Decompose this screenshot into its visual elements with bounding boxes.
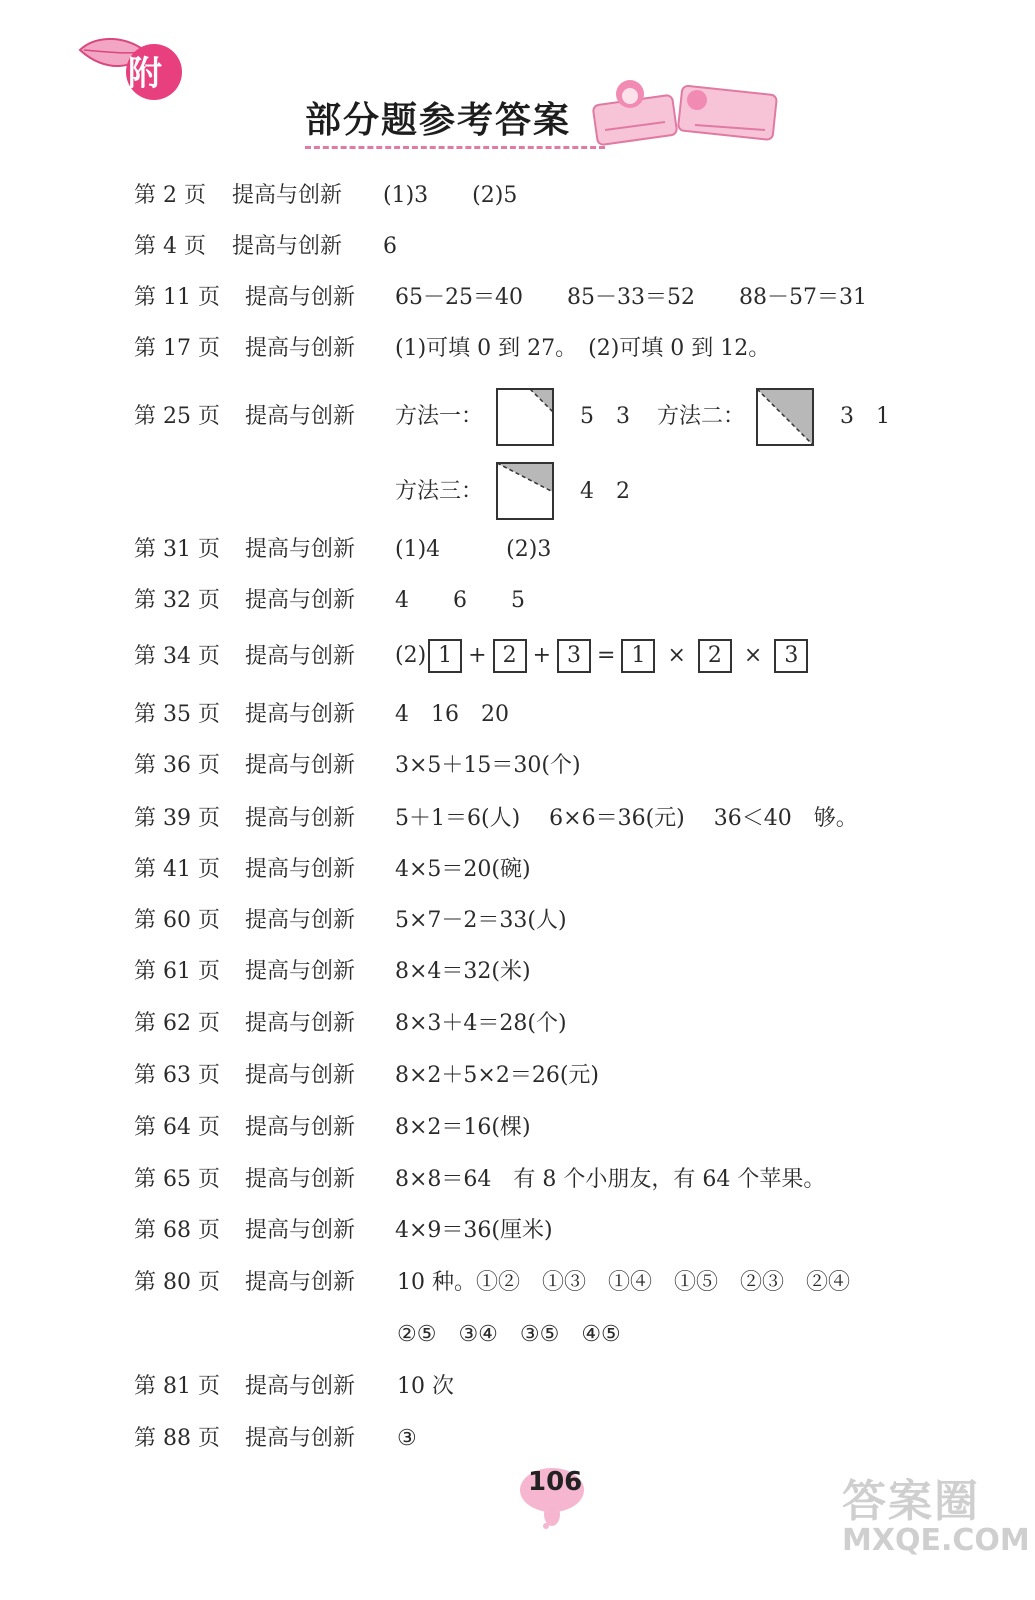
method1-square-diagram	[496, 388, 554, 446]
method3-values: 4 2	[580, 479, 630, 504]
books-girl-illustration	[585, 70, 785, 155]
answer-text: 65－25＝40 85－33＝52 88－57＝31	[395, 285, 867, 310]
answer-text: 4 6 5	[395, 588, 525, 613]
section-label: 提高与创新	[245, 1270, 356, 1295]
section-label: 提高与创新	[245, 806, 356, 831]
answer-text: 4×5＝20(碗)	[395, 857, 531, 882]
answer-text: 5＋1＝6(人) 6×6＝36(元) 36＜40 够。	[395, 806, 858, 831]
section-label: 提高与创新	[245, 285, 356, 310]
operator: =	[597, 643, 616, 668]
section-label: 提高与创新	[245, 908, 356, 933]
watermark	[842, 1476, 1030, 1558]
page-title: 部分题参考答案	[305, 100, 572, 141]
page-ref: 第 61 页	[134, 959, 220, 984]
appendix-tag-char: 附	[128, 54, 162, 94]
section-label: 提高与创新	[245, 644, 356, 669]
section-label: 提高与创新	[245, 1426, 356, 1451]
section-label: 提高与创新	[232, 234, 343, 259]
answer-text: 3×5＋15＝30(个)	[395, 753, 581, 778]
boxed-equation	[395, 639, 810, 673]
section-label: 提高与创新	[245, 1115, 356, 1140]
section-label: 提高与创新	[245, 588, 356, 613]
watermark-url: MXQE.COM	[842, 1523, 1030, 1558]
answer-box: 2	[698, 639, 732, 673]
answer-box: 2	[493, 639, 527, 673]
page-ref: 第 80 页	[134, 1270, 220, 1295]
page-ref: 第 64 页	[134, 1115, 220, 1140]
page-ref: 第 2 页	[134, 183, 206, 208]
page-ref: 第 11 页	[134, 285, 220, 310]
section-label: 提高与创新	[245, 1167, 356, 1192]
page-ref: 第 31 页	[134, 537, 220, 562]
section-label: 提高与创新	[245, 537, 356, 562]
page-ref: 第 36 页	[134, 753, 220, 778]
answer-text: 8×8＝64 有 8 个小朋友，有 64 个苹果。	[395, 1167, 826, 1192]
answer-text: 5×7－2＝33(人)	[395, 908, 567, 933]
answer-text: 6	[383, 234, 397, 259]
method2-label: 方法二：	[657, 404, 746, 429]
section-label: 提高与创新	[245, 1011, 356, 1036]
page-ref: 第 35 页	[134, 702, 220, 727]
page-ref: 第 65 页	[134, 1167, 220, 1192]
answer-text: (1)4 (2)3	[395, 537, 552, 562]
section-label: 提高与创新	[245, 336, 356, 361]
section-label: 提高与创新	[245, 1063, 356, 1088]
answer-text: (1)3 (2)5	[383, 183, 518, 208]
page-number: 106	[528, 1467, 583, 1497]
title-underline	[305, 146, 605, 149]
page-ref: 第 17 页	[134, 336, 220, 361]
section-label: 提高与创新	[245, 702, 356, 727]
answer-text: 8×4＝32(米)	[395, 959, 531, 984]
section-label: 提高与创新	[245, 753, 356, 778]
answer-text: 10 种。①② ①③ ①④ ①⑤ ②③ ②④	[397, 1270, 850, 1295]
page-ref: 第 34 页	[134, 644, 220, 669]
answer-text: 4×9＝36(厘米)	[395, 1218, 553, 1243]
operator: +	[532, 643, 552, 668]
operator: ×	[743, 643, 763, 668]
method1-label: 方法一：	[395, 404, 484, 429]
answer-box: 3	[557, 639, 591, 673]
method3-square-diagram	[496, 462, 554, 520]
page-ref: 第 39 页	[134, 806, 220, 831]
section-label: 提高与创新	[245, 1218, 356, 1243]
operator: +	[468, 643, 487, 668]
answer-text: ③	[397, 1426, 417, 1451]
watermark-cn: 答案圈	[842, 1476, 980, 1527]
section-label: 提高与创新	[245, 404, 356, 429]
page-ref: 第 63 页	[134, 1063, 220, 1088]
page-ref: 第 68 页	[134, 1218, 220, 1243]
answer-text: 8×2＝16(棵)	[395, 1115, 531, 1140]
section-label: 提高与创新	[232, 183, 343, 208]
method2-values: 3 1	[840, 404, 890, 429]
section-label: 提高与创新	[245, 857, 356, 882]
page-ref: 第 32 页	[134, 588, 220, 613]
answer-text: ②⑤ ③④ ③⑤ ④⑤	[397, 1322, 621, 1347]
page-ref: 第 60 页	[134, 908, 220, 933]
answer-text: 8×2＋5×2＝26(元)	[395, 1063, 600, 1088]
section-label: 提高与创新	[245, 959, 356, 984]
page-ref: 第 62 页	[134, 1011, 220, 1036]
page-ref: 第 25 页	[134, 404, 220, 429]
answer-text: (1)可填 0 到 27。 (2)可填 0 到 12。	[395, 336, 771, 361]
answer-box: 3	[774, 639, 808, 673]
page-ref: 第 4 页	[134, 234, 206, 259]
method2-square-diagram	[756, 388, 814, 446]
method3-label: 方法三：	[395, 479, 484, 504]
answer-box: 1	[621, 639, 655, 673]
section-label: 提高与创新	[245, 1374, 356, 1399]
page-ref: 第 41 页	[134, 857, 220, 882]
equation-prefix: (2)	[395, 643, 427, 668]
operator: ×	[667, 643, 686, 668]
answer-text: 10 次	[397, 1374, 454, 1399]
page-ref: 第 81 页	[134, 1374, 220, 1399]
method1-values: 5 3	[580, 404, 630, 429]
page-ref: 第 88 页	[134, 1426, 220, 1451]
answer-text: 4 16 20	[395, 702, 509, 727]
answer-text: 8×3＋4＝28(个)	[395, 1011, 567, 1036]
answer-box: 1	[428, 639, 462, 673]
